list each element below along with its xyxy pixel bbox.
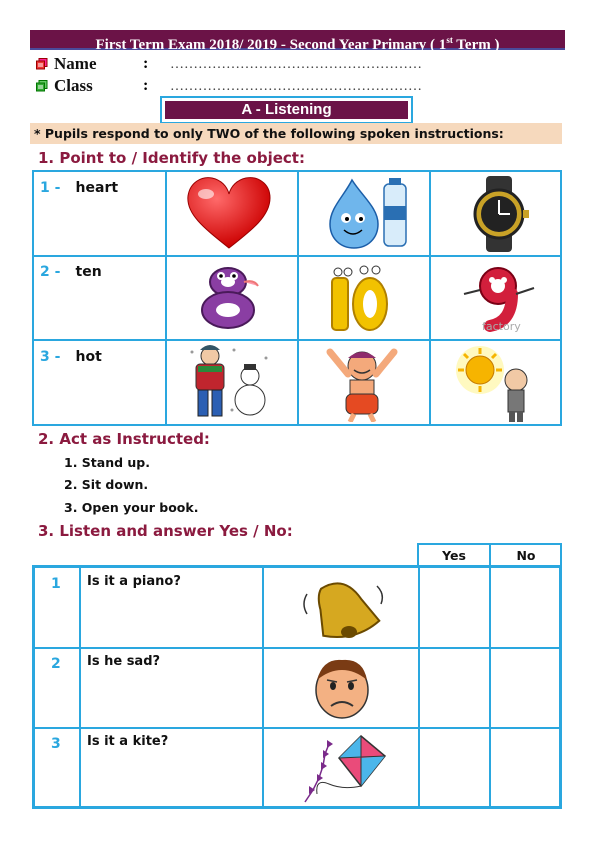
question-text: Is he sad?	[87, 654, 161, 669]
instruction-item: 3. Open your book.	[64, 500, 199, 515]
row-number: 1	[51, 576, 61, 592]
hot-boy-icon[interactable]	[324, 344, 400, 422]
row-number: 3 -	[40, 349, 61, 365]
instructions-note: * Pupils respond to only TWO of the following spoken instructions:	[30, 123, 562, 144]
row-word: hot	[75, 349, 102, 365]
section-title-text: A - Listening	[165, 101, 408, 119]
number-nine-icon[interactable]	[454, 264, 540, 332]
name-colon: :	[143, 55, 149, 72]
yes-header: Yes	[442, 548, 466, 563]
row-number: 3	[51, 736, 61, 752]
part1-heading: 1. Point to / Identify the object:	[38, 149, 305, 167]
class-label	[36, 76, 93, 96]
class-colon: :	[143, 77, 149, 94]
winter-boy-snowman-icon[interactable]	[188, 344, 272, 422]
exam-title	[30, 30, 565, 53]
table-row	[40, 177, 118, 196]
part3-heading: 3. Listen and answer Yes / No:	[38, 522, 293, 540]
water-drop-icon[interactable]	[322, 178, 414, 250]
table-row	[40, 261, 102, 280]
row-number: 1 -	[40, 180, 61, 196]
yes-no-table	[32, 565, 562, 809]
exam-title-end: Term )	[452, 37, 500, 53]
bell-icon[interactable]	[297, 574, 387, 642]
name-field[interactable]: ………………………………………………	[170, 57, 422, 72]
exam-title-sup: st	[446, 35, 453, 45]
exam-title-text: First Term Exam 2018/ 2019 - Second Year Primary ( 1	[95, 37, 447, 53]
table-row	[40, 346, 102, 365]
sun-boy-icon[interactable]	[454, 344, 544, 424]
kite-icon[interactable]	[299, 734, 389, 806]
row-number: 2 -	[40, 264, 61, 280]
instruction-item: 1. Stand up.	[64, 455, 151, 470]
no-header: No	[516, 548, 536, 563]
section-title	[160, 96, 413, 124]
class-field[interactable]: ………………………………………………	[170, 79, 422, 94]
part2-heading: 2. Act as Instructed:	[38, 430, 210, 448]
instruction-item: 2. Sit down.	[64, 477, 149, 492]
question-text: Is it a kite?	[87, 734, 169, 749]
wristwatch-icon[interactable]	[466, 176, 532, 252]
row-number: 2	[51, 656, 61, 672]
copy-icon	[36, 77, 48, 89]
copy-icon	[36, 55, 48, 67]
class-label-text: Class	[54, 76, 93, 95]
heart-icon[interactable]	[184, 176, 274, 250]
answer-header	[417, 543, 562, 567]
sad-face-icon[interactable]	[309, 654, 375, 720]
question-text: Is it a piano?	[87, 574, 181, 589]
name-label	[36, 54, 96, 74]
identify-table	[32, 170, 562, 426]
number-eight-icon[interactable]	[190, 264, 268, 330]
row-word: ten	[75, 264, 102, 280]
svg-text:factory: factory	[482, 320, 521, 332]
row-word: heart	[75, 180, 119, 196]
number-ten-icon[interactable]	[326, 262, 392, 334]
name-label-text: Name	[54, 54, 97, 73]
